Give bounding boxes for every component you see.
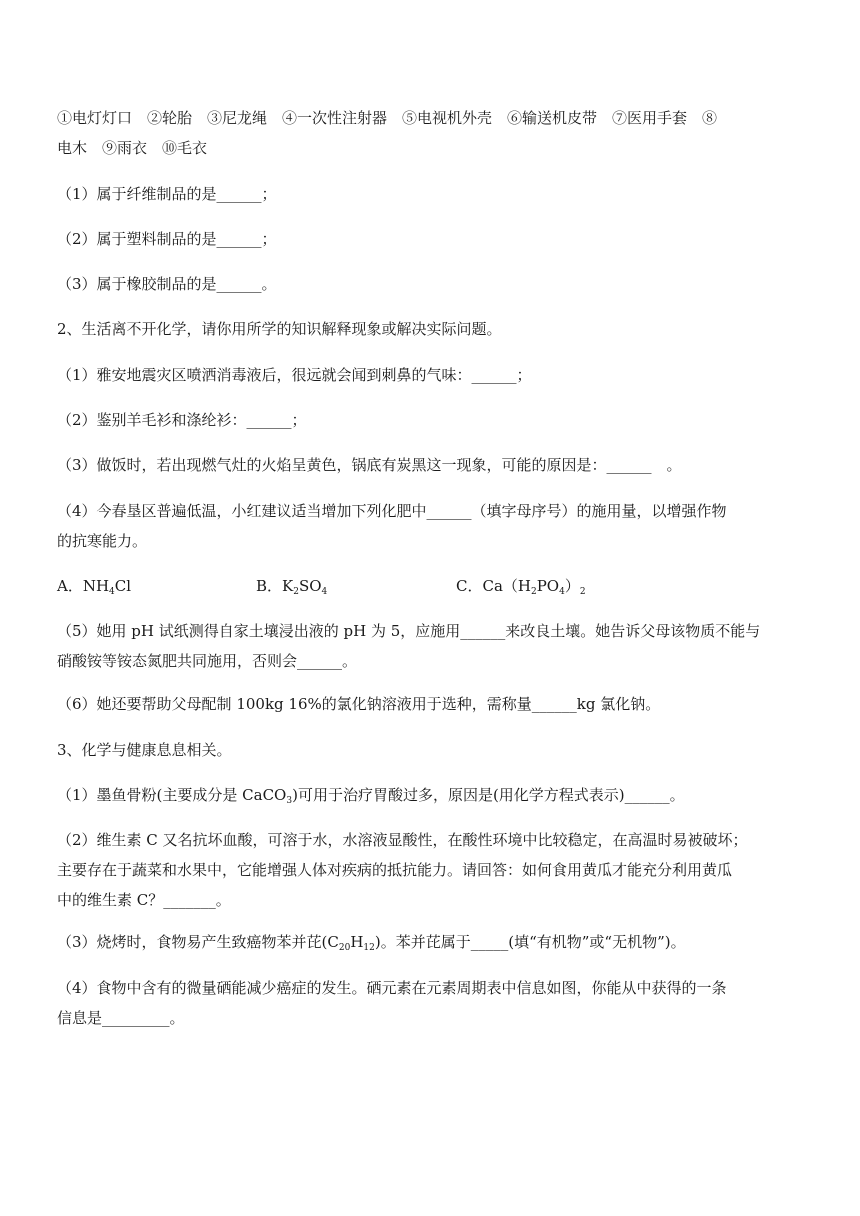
option-b-sub-2: 4: [321, 587, 328, 597]
q1-part-1: （1）属于纤维制品的是______；: [57, 185, 277, 203]
q3-part-3-text: （3）烧烤时，食物易产生致癌物苯并芘(C: [57, 933, 339, 951]
q2-option-c: [456, 576, 586, 602]
q2-part-5-line-2: 硝酸铵等铵态氮肥共同施用，否则会______。: [57, 652, 358, 670]
q3-part-2-line-1: （2）维生素 C 又名抗坏血酸，可溶于水，水溶液显酸性，在酸性环境中比较稳定，在高温时易被破坏；: [57, 831, 748, 849]
option-c-text: C．Ca（H: [456, 577, 531, 595]
option-b-sub-1: 2: [293, 587, 299, 597]
option-a-sub: 4: [109, 587, 115, 597]
q3-part-1-sub: 3: [286, 796, 293, 806]
option-c-sub-2: 4: [559, 587, 565, 597]
q2-part-4-line-2: 的抗寒能力。: [57, 532, 148, 550]
option-b-text: B．K: [256, 577, 294, 595]
option-a-text: A．NH: [57, 577, 110, 595]
q3-part-2-line-2: 主要存在于蔬菜和水果中，它能增强人体对疾病的抵抗能力。请回答：如何食用黄瓜才能充分利用黄瓜: [57, 861, 733, 879]
materials-list-line-2: 电木 ⑨雨衣 ⑩毛衣: [57, 139, 208, 157]
materials-list-line-1: ①电灯灯口 ②轮胎 ③尼龙绳 ④一次性注射器 ⑤电视机外壳 ⑥输送机皮带 ⑦医用手套 ⑧: [57, 109, 718, 127]
q1-part-3: （3）属于橡胶制品的是______。: [57, 275, 277, 293]
q3-part-3-sub-1: 20: [338, 943, 351, 953]
q2-part-2: （2）鉴别羊毛衫和涤纶衫：______；: [57, 411, 307, 429]
q3-part-4-line-2: 信息是_________。: [57, 1009, 185, 1027]
q2-part-3: （3）做饭时，若出现燃气灶的火焰呈黄色，锅底有炭黑这一现象，可能的原因是：______ 。: [57, 456, 682, 474]
q1-part-2: （2）属于塑料制品的是______；: [57, 230, 277, 248]
q3-part-1: [57, 785, 685, 811]
option-a-text-post: Cl: [114, 577, 132, 595]
q2-part-6: （6）她还要帮助父母配制 100kg 16%的氯化钠溶液用于选种，需称量______kg 氯化钠。: [57, 695, 661, 713]
option-c-sub-3: 2: [579, 587, 586, 597]
q3-title: 3、化学与健康息息相关。: [57, 741, 232, 759]
q3-part-3-sub-2: 12: [363, 943, 375, 953]
q2-part-5-line-1: （5）她用 pH 试纸测得自家土壤浸出液的 pH 为 5，应施用______来改良土壤。她告诉父母该物质不能与: [57, 622, 761, 640]
option-c-sub-1: 2: [530, 587, 537, 597]
q3-part-3-text-post: )。苯并芘属于_____(填“有机物”或“无机物”)。: [374, 933, 686, 951]
q2-title: 2、生活离不开化学，请你用所学的知识解释现象或解决实际问题。: [57, 320, 502, 338]
option-c-text-close: ）: [564, 577, 580, 595]
q2-part-4-line-1: （4）今春垦区普遍低温，小红建议适当增加下列化肥中______（填字母序号）的施用量，以增强作物: [57, 502, 727, 520]
option-b-text-mid: SO: [298, 577, 322, 595]
q2-option-b: [256, 576, 327, 602]
option-c-text-mid: PO: [536, 577, 560, 595]
q3-part-1-text-post: )可用于治疗胃酸过多，原因是(用化学方程式表示)______。: [292, 786, 685, 804]
q3-part-2-line-3: 中的维生素 C？_______。: [57, 891, 231, 909]
q2-part-1: （1）雅安地震灾区喷洒消毒液后，很远就会闻到刺鼻的气味：______；: [57, 366, 532, 384]
q3-part-4-line-1: （4）食物中含有的微量硒能减少癌症的发生。硒元素在元素周期表中信息如图，你能从中获得的一条: [57, 979, 727, 997]
q3-part-1-text: （1）墨鱼骨粉(主要成分是 CaCO: [57, 786, 287, 804]
q3-part-3-text-mid: H: [350, 933, 364, 951]
q3-part-3: [57, 932, 686, 958]
q2-option-a: [57, 576, 131, 602]
